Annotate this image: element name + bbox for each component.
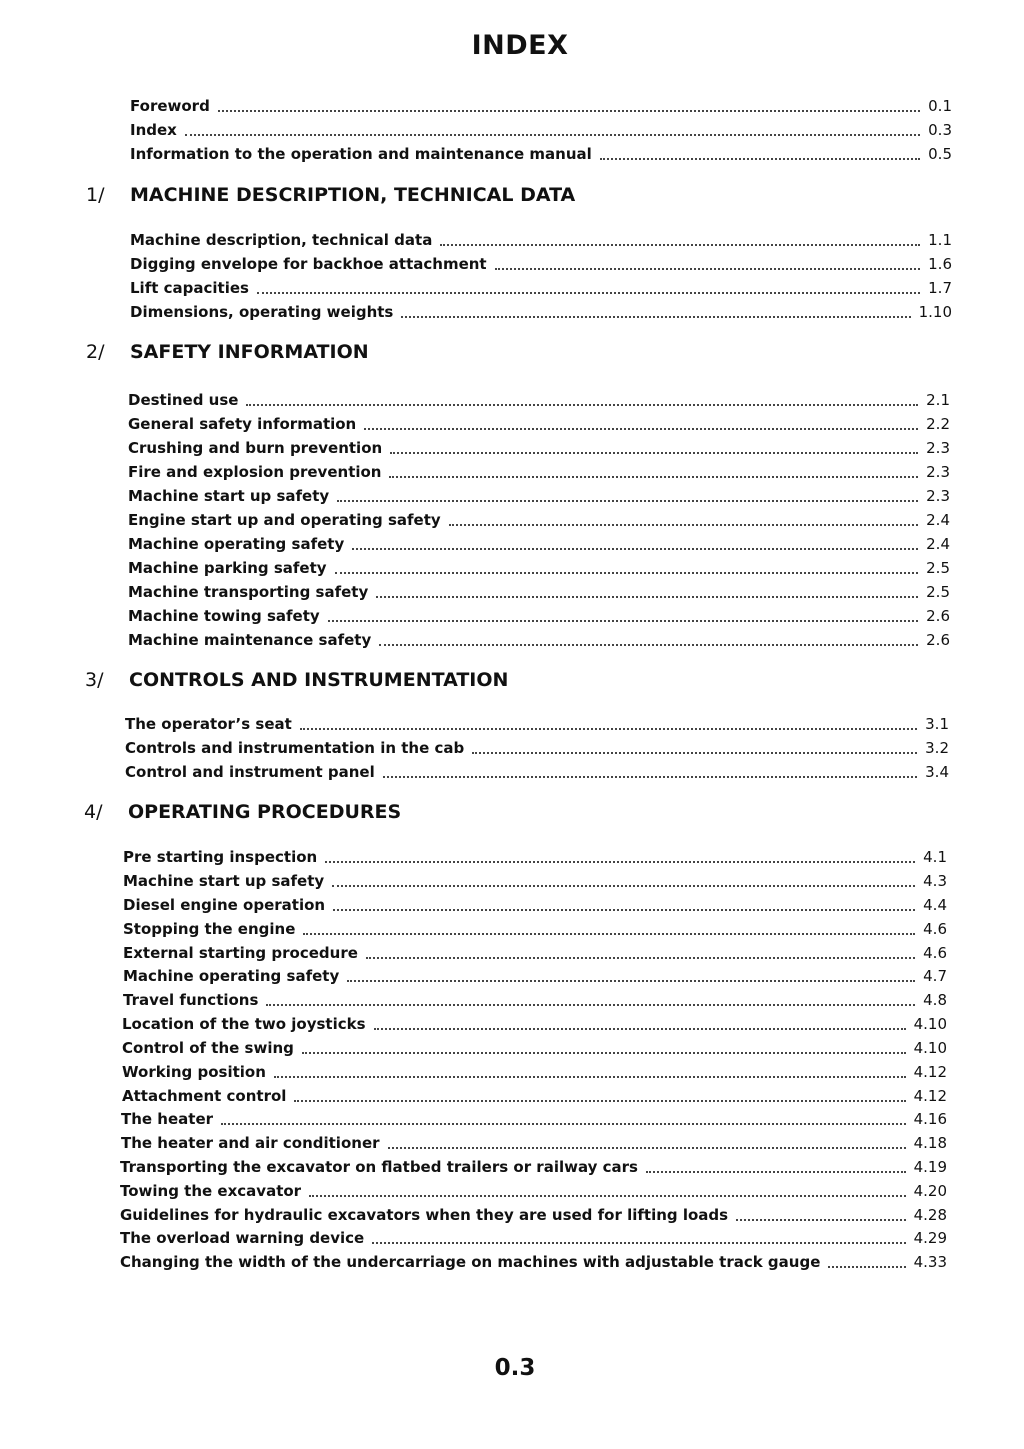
toc-entry (120, 1154, 947, 1176)
toc-entry-page: 3.2 (925, 739, 949, 757)
toc-entry-page: 4.19 (913, 1158, 947, 1176)
toc-entry-label: Working position (122, 1063, 266, 1081)
toc-entry-page: 4.1 (923, 848, 947, 866)
toc-entry (120, 1178, 947, 1200)
toc-entry-label: Machine maintenance safety (128, 631, 372, 649)
section-heading (86, 341, 369, 363)
toc-entry (128, 435, 950, 457)
dot-leader (449, 523, 918, 526)
toc-entry-label: Machine transporting safety (128, 583, 369, 601)
toc-entry (123, 940, 947, 962)
dot-leader (736, 1218, 906, 1221)
dot-leader (372, 1241, 905, 1244)
toc-entry (123, 916, 947, 938)
toc-entry (130, 93, 952, 115)
toc-entry (128, 483, 950, 505)
dot-leader (221, 1122, 906, 1125)
toc-entry (122, 1011, 947, 1033)
toc-entry-page: 1.7 (928, 279, 952, 297)
toc-entry-page: 4.33 (913, 1253, 947, 1271)
toc-entry-label: Travel functions (123, 991, 259, 1009)
dot-leader (383, 775, 917, 778)
toc-entry (125, 735, 949, 757)
toc-entry (121, 1106, 947, 1128)
toc-entry-label: Machine parking safety (128, 559, 327, 577)
dot-leader (294, 1099, 905, 1102)
toc-entry-label: Location of the two joysticks (122, 1015, 366, 1033)
toc-entry (120, 1225, 947, 1247)
toc-entry-page: 4.4 (923, 896, 947, 914)
toc-entry (128, 603, 950, 625)
dot-leader (185, 133, 920, 136)
toc-entry-label: The overload warning device (120, 1229, 365, 1247)
toc-entry (120, 1249, 947, 1271)
section-heading (86, 184, 575, 206)
toc-entry-page: 2.3 (926, 487, 950, 505)
toc-entry (128, 531, 950, 553)
dot-leader (309, 1194, 906, 1197)
dot-leader (646, 1170, 906, 1173)
toc-entry (128, 627, 950, 649)
toc-entry-label: Machine operating safety (123, 967, 340, 985)
toc-entry-label: Machine towing safety (128, 607, 320, 625)
toc-entry (121, 1130, 947, 1152)
toc-entry-page: 2.6 (926, 631, 950, 649)
page-title: INDEX (471, 30, 569, 61)
toc-entry-page: 2.5 (926, 583, 950, 601)
toc-entry-page: 2.2 (926, 415, 950, 433)
toc-entry-page: 2.6 (926, 607, 950, 625)
dot-leader (347, 979, 915, 982)
dot-leader (389, 475, 918, 478)
toc-entry-label: Control and instrument panel (125, 763, 375, 781)
toc-entry-page: 4.16 (913, 1110, 947, 1128)
toc-entry-page: 0.1 (928, 97, 952, 115)
toc-entry-label: Attachment control (122, 1087, 287, 1105)
toc-entry-page: 2.1 (926, 391, 950, 409)
dot-leader (440, 243, 920, 246)
toc-entry-label: The heater and air conditioner (121, 1134, 380, 1152)
dot-leader (266, 1003, 915, 1006)
dot-leader (472, 751, 917, 754)
toc-entry-page: 4.6 (923, 944, 947, 962)
toc-entry-label: Fire and explosion prevention (128, 463, 382, 481)
toc-entry (128, 459, 950, 481)
page-number: 0.3 (494, 1355, 536, 1381)
toc-entry (123, 844, 947, 866)
toc-entry-label: The heater (121, 1110, 214, 1128)
toc-entry-page: 2.4 (926, 511, 950, 529)
toc-entry (130, 275, 952, 297)
dot-leader (401, 315, 910, 318)
toc-entry-page: 4.3 (923, 872, 947, 890)
toc-entry-page: 0.3 (928, 121, 952, 139)
toc-entry-page: 4.10 (913, 1039, 947, 1057)
toc-entry (125, 711, 949, 733)
toc-entry-label: Machine start up safety (128, 487, 330, 505)
toc-entry-label: Lift capacities (130, 279, 249, 297)
toc-entry-label: Controls and instrumentation in the cab (125, 739, 465, 757)
toc-entry-label: Crushing and burn prevention (128, 439, 383, 457)
dot-leader (366, 956, 915, 959)
section-number: 1/ (86, 184, 105, 206)
toc-entry-label: Stopping the engine (123, 920, 296, 938)
dot-leader (376, 595, 918, 598)
toc-entry-page: 4.8 (923, 991, 947, 1009)
dot-leader (303, 932, 915, 935)
dot-leader (388, 1146, 906, 1149)
section-title: SAFETY INFORMATION (130, 341, 369, 363)
toc-entry-label: Digging envelope for backhoe attachment (130, 255, 487, 273)
toc-entry-label: Destined use (128, 391, 239, 409)
section-number: 4/ (84, 801, 103, 823)
dot-leader (300, 727, 917, 730)
toc-entry-page: 2.5 (926, 559, 950, 577)
toc-entry-page: 4.12 (913, 1063, 947, 1081)
toc-entry (120, 1202, 947, 1224)
toc-entry-page: 4.6 (923, 920, 947, 938)
dot-leader (328, 619, 918, 622)
toc-entry (130, 141, 952, 163)
dot-leader (257, 291, 920, 294)
toc-entry-label: Machine start up safety (123, 872, 325, 890)
dot-leader (364, 427, 918, 430)
toc-entry-label: Diesel engine operation (123, 896, 326, 914)
toc-entry-page: 4.29 (913, 1229, 947, 1247)
dot-leader (246, 403, 918, 406)
toc-entry-label: Index (130, 121, 177, 139)
dot-leader (333, 908, 915, 911)
toc-entry (130, 299, 952, 321)
toc-entry (123, 868, 947, 890)
toc-entry (128, 555, 950, 577)
toc-entry (125, 759, 949, 781)
toc-entry-label: Information to the operation and maintenance manual (130, 145, 592, 163)
toc-entry-page: 3.4 (925, 763, 949, 781)
dot-leader (390, 451, 918, 454)
toc-entry-label: Pre starting inspection (123, 848, 318, 866)
dot-leader (352, 547, 918, 550)
toc-entry (128, 507, 950, 529)
toc-entry (128, 579, 950, 601)
toc-entry-label: Control of the swing (122, 1039, 294, 1057)
toc-entry (128, 387, 950, 409)
toc-entry (122, 1083, 947, 1105)
toc-entry-page: 4.18 (913, 1134, 947, 1152)
toc-entry (123, 963, 947, 985)
toc-entry-page: 4.12 (913, 1087, 947, 1105)
toc-entry (122, 1059, 947, 1081)
dot-leader (374, 1027, 906, 1030)
dot-leader (379, 643, 918, 646)
section-title: MACHINE DESCRIPTION, TECHNICAL DATA (130, 184, 576, 206)
dot-leader (337, 499, 918, 502)
toc-entry (130, 117, 952, 139)
toc-entry-label: Towing the excavator (120, 1182, 302, 1200)
toc-entry-label: Machine operating safety (128, 535, 345, 553)
toc-entry-page: 4.10 (913, 1015, 947, 1033)
toc-entry-label: The operator’s seat (125, 715, 292, 733)
toc-entry-page: 4.7 (923, 967, 947, 985)
dot-leader (495, 267, 921, 270)
toc-entry-page: 1.10 (918, 303, 952, 321)
toc-entry-label: Machine description, technical data (130, 231, 433, 249)
toc-entry-page: 4.28 (913, 1206, 947, 1224)
section-heading (85, 669, 508, 691)
dot-leader (302, 1051, 906, 1054)
toc-entry-label: Engine start up and operating safety (128, 511, 441, 529)
toc-entry (123, 987, 947, 1009)
section-number: 3/ (85, 669, 104, 691)
toc-entry-label: Guidelines for hydraulic excavators when they are used for lifting loads (120, 1206, 729, 1224)
toc-entry-page: 1.1 (928, 231, 952, 249)
toc-entry-page: 1.6 (928, 255, 952, 273)
toc-entry-page: 0.5 (928, 145, 952, 163)
section-heading (84, 801, 401, 823)
section-title: CONTROLS AND INSTRUMENTATION (129, 669, 509, 691)
dot-leader (600, 157, 920, 160)
toc-entry-page: 3.1 (925, 715, 949, 733)
toc-entry (122, 1035, 947, 1057)
dot-leader (218, 109, 920, 112)
toc-entry-page: 2.3 (926, 439, 950, 457)
toc-entry-label: External starting procedure (123, 944, 358, 962)
toc-entry (128, 411, 950, 433)
dot-leader (332, 884, 915, 887)
toc-entry-label: Foreword (130, 97, 210, 115)
dot-leader (325, 860, 915, 863)
toc-entry (130, 251, 952, 273)
toc-entry-label: Dimensions, operating weights (130, 303, 394, 321)
toc-entry-page: 4.20 (913, 1182, 947, 1200)
toc-entry-label: General safety information (128, 415, 357, 433)
toc-entry-page: 2.4 (926, 535, 950, 553)
toc-entry (123, 892, 947, 914)
dot-leader (274, 1075, 906, 1078)
toc-entry-label: Transporting the excavator on flatbed trailers or railway cars (120, 1158, 638, 1176)
section-title: OPERATING PROCEDURES (128, 801, 402, 823)
toc-entry-page: 2.3 (926, 463, 950, 481)
toc-entry-label: Changing the width of the undercarriage on machines with adjustable track gauge (120, 1253, 821, 1271)
dot-leader (335, 571, 919, 574)
section-number: 2/ (86, 341, 105, 363)
dot-leader (828, 1265, 905, 1268)
toc-entry (130, 227, 952, 249)
